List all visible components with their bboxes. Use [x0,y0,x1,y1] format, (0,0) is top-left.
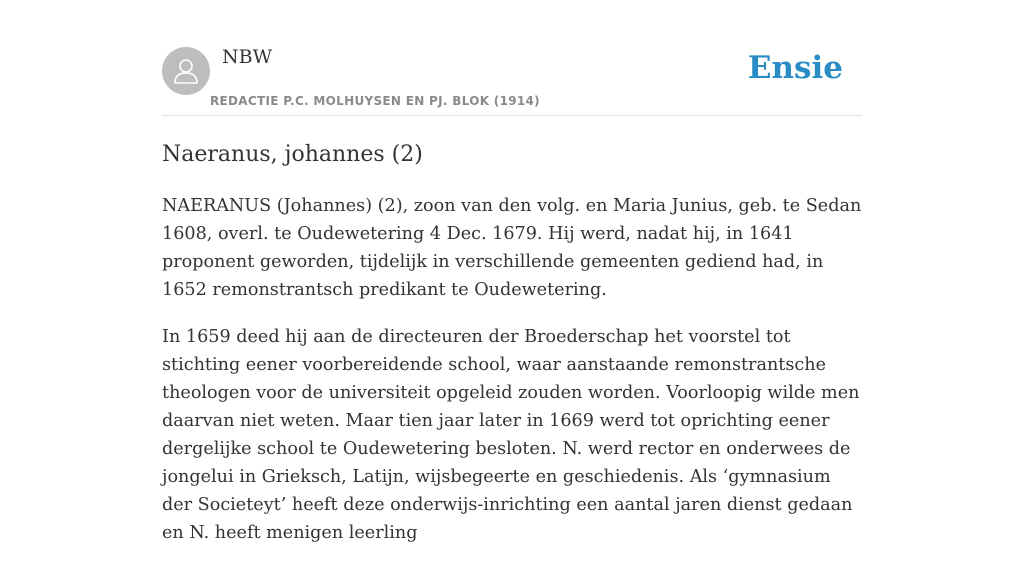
article-body [162,192,862,566]
ensie-logo[interactable]: Ensie [747,50,843,86]
article-paragraph: NAERANUS (Johannes) (2), zoon van den volg. en Maria Junius, geb. te Sedan 1608, overl. te Oudewetering 4 Dec. 1679. Hij werd, nadat hij, in 1641 proponent geworden, tijdelijk in verschillende gemeenten gediend had, in 1652 remonstrantsch predikant te Oudewetering. [162,196,862,300]
user-icon [171,56,201,86]
article-paragraph: In 1659 deed hij aan de directeuren der Broederschap het voorstel tot stichting eener voorbereidende school, waar aanstaande remonstrantsche theologen voor de universiteit opgeleid zouden worden. Voorloopig wilde men daarvan niet weten. Maar tien jaar later in 1669 werd tot oprichting eener dergelijke school te Oudewetering besloten. N. werd rector en onderwees de jongelui in Grieksch, Latijn, wijsbegeerte en geschiedenis. Als ‘gymnasium der Societeyt’ heeft deze onderwijs-inrichting een aantal jaren dienst gedaan en N. heeft menigen leerling [162,327,860,543]
source-subtitle: REDACTIE P.C. MOLHUYSEN EN PJ. BLOK (1914) [210,94,540,108]
header-divider [162,115,862,116]
avatar[interactable] [162,47,210,95]
author-name[interactable]: NBW [222,46,273,68]
article-title: Naeranus, johannes (2) [162,142,423,167]
